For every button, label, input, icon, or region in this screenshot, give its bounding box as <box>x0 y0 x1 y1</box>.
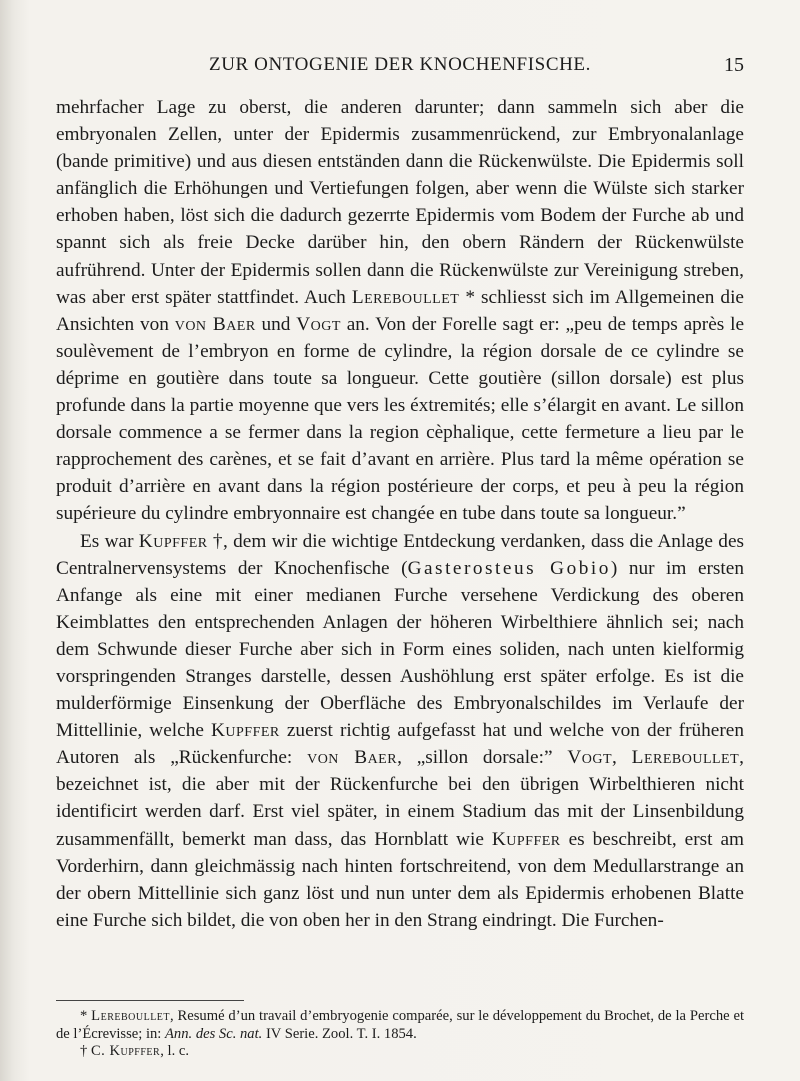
footnote-1 <box>56 1008 744 1043</box>
footnote-author: Lereboullet <box>91 1008 171 1024</box>
text-run: * schliesst sich im Allgemeinen die Ansichten von <box>56 286 744 335</box>
text-run: an. Von der Forelle sagt er: „peu de temps après le soulèvement de l’embryon en forme de cylindre, la région dorsale de ce cylindre se déprime en goutière dans toute sa longueur. Cette goutière (sillon dorsale) est plus profunde dans la partie moyenne que vers les éxtremités; elle s’élargit en avant. Le sillon dorsale commence a se fermer dans la region cèphalique, cette fermeture a lieu par le rapprochement des carènes, et se fait d’avant en arrière. Plus tard la même opération se produit d’arrière en avant dans la région postérieure der corps, et peu à peu la région supérieure du cylindre embryonnaire est changée en tube dans toute sa longueur.” <box>56 313 745 525</box>
author-name: Vogt <box>296 313 341 335</box>
text-run: , „sillon dorsale:” <box>397 747 568 769</box>
author-name: von Baer <box>174 313 256 335</box>
paragraph-1 <box>56 94 744 528</box>
footnote-author: C. Kupffer <box>90 1043 161 1059</box>
author-name: Vogt <box>567 747 613 769</box>
footnote-mark: * <box>80 1008 92 1024</box>
text-run: und <box>255 313 297 335</box>
text-run: †, dem wir die wichtige Entdeckung verdanken, dass die Anlage des Centralnervensystems der Knochenfische ( <box>56 530 744 579</box>
footnotes <box>56 1008 744 1061</box>
author-name: von Baer <box>307 747 398 769</box>
species-name: Gasterosteus Gobio <box>407 557 611 579</box>
footnote-text: IV Serie. Zool. T. I. 1854. <box>262 1025 417 1042</box>
text-run: es beschreibt, erst am Vorderhirn, dann gleichmässig nach hinten fortschreitend, von dem Medullarstrange an der obern Mittellinie sich ganz löst und nun unter dem als Epidermis erhobenen Blatte eine Furche sich bildet, die von oben her in den Strang eindringt. Die Furchen- <box>56 828 744 931</box>
author-name: Lereboullet <box>351 286 460 308</box>
footnote-divider <box>56 1000 244 1001</box>
text-run: zuerst richtig aufgefasst hat und welche von der früheren Autoren als „Rückenfurche: <box>56 720 744 769</box>
footnote-text: , l. c. <box>160 1043 189 1059</box>
text-run: ) nur im ersten Anfange als eine mit einer medianen Furche versehene Verdickung des oberen Keimblattes den entsprechenden Anlagen der höheren Wirbelthiere ähnlich sei; nach dem Schwunde dieser Furche aber sich in Form eines soliden, nach unten kielformig vorspringenden Stranges darstelle, dessen Aushöhlung erst später erfolge. Es ist die mulderförmige Einsenkung der Oberfläche des Embryonalschildes im Verlaufe der Mittellinie, welche <box>56 557 744 742</box>
author-name: Lereboullet <box>631 747 740 769</box>
page-number: 15 <box>724 54 744 76</box>
author-name: Kupffer <box>491 828 561 850</box>
text-run: , <box>612 747 632 769</box>
body-text <box>56 94 744 934</box>
author-name: Kupffer <box>138 530 208 552</box>
page-header <box>56 54 744 84</box>
footnote-text: , Resumé d’un travail d’embryogenie comparée, sur le développement du Brochet, de la Perche et de l’Écrevisse; in: <box>56 1008 744 1042</box>
running-head: ZUR ONTOGENIE DER KNOCHENFISCHE. <box>209 54 591 75</box>
footnote-2 <box>56 1043 744 1061</box>
author-name: Kupffer <box>210 720 280 742</box>
footnote-journal: Ann. des Sc. nat. <box>165 1025 263 1042</box>
text-run: Es war <box>80 530 139 552</box>
text-run: mehrfacher Lage zu oberst, die anderen darunter; dann sammeln sich aber die embryonalen Zellen, unter der Epidermis zusammenrückend, zur Embryonalanlage (bande primitive) und aus diesen entständen dann die Rückenwülste. Die Epidermis soll anfänglich die Erhöhungen und Vertiefungen folgen, aber wenn die Wülste sich starker erhoben haben, löst sich die dadurch gezerrte Epidermis vom Bodem der Furche ab und spannt sich als freie Decke darüber hin, den obern Rändern der Rückenwülste aufrührend. Unter der Epidermis sollen dann die Rückenwülste zur Vereinigung streben, was aber erst später stattfindet. Auch <box>56 97 744 308</box>
footnote-mark: † <box>80 1043 91 1059</box>
paragraph-2 <box>56 528 744 934</box>
text-run: , bezeichnet ist, die aber mit der Rückenfurche bei den übrigen Wirbelthieren nicht identificirt werden darf. Erst viel später, in einem Stadium das mit der Linsenbildung zusammenfällt, bemerkt man dass, das Hornblatt wie <box>56 747 744 850</box>
